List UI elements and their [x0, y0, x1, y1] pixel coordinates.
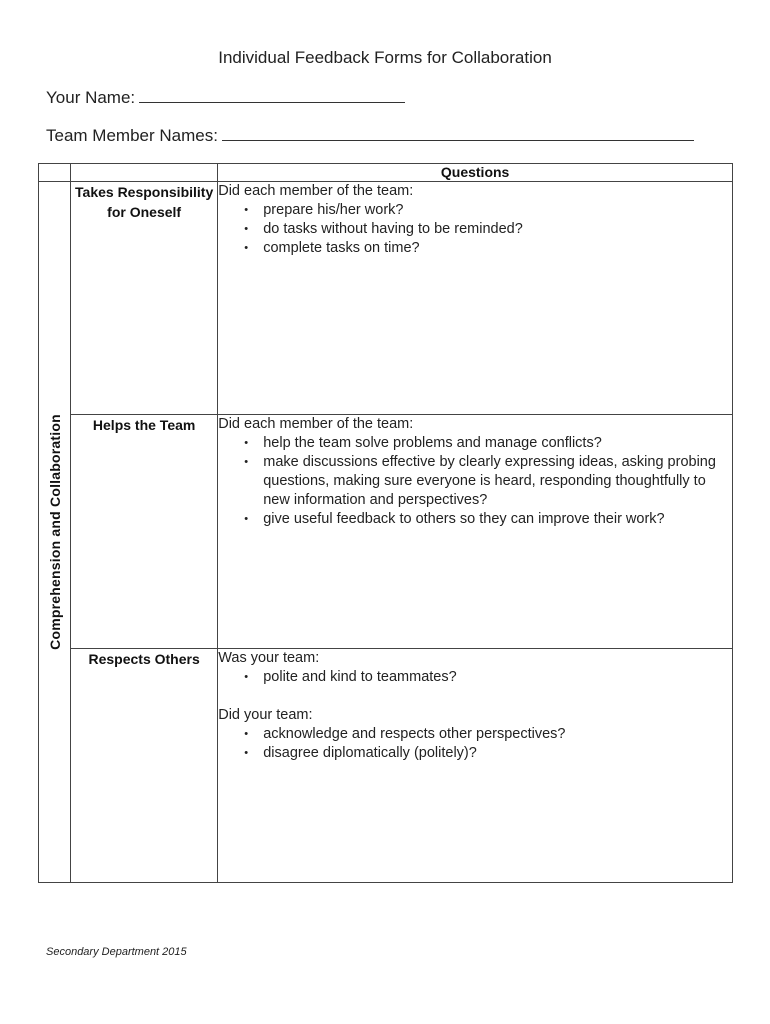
- your-name-blank[interactable]: [139, 88, 405, 103]
- list-item: • help the team solve problems and manage conflicts?: [263, 434, 732, 453]
- category-helps-team: Helps the Team: [71, 415, 218, 649]
- question-list: [218, 434, 732, 529]
- header-empty-category: [71, 164, 218, 182]
- list-item: • make discussions effective by clearly expressing ideas, asking probing questions, making sure everyone is heard, responding thoughtfully to new information and perspectives?: [263, 453, 732, 510]
- team-member-names-field: [46, 126, 694, 146]
- page-title: Individual Feedback Forms for Collaboration: [218, 48, 552, 67]
- your-name-field: [46, 88, 405, 108]
- feedback-table: [38, 163, 733, 883]
- questions-cell: [218, 182, 733, 415]
- header-empty-domain: [39, 164, 71, 182]
- list-item: • prepare his/her work?: [263, 201, 732, 220]
- list-item: • polite and kind to teammates?: [263, 668, 732, 687]
- question-intro: Did each member of the team:: [218, 183, 414, 199]
- questions-header: Questions: [218, 164, 733, 182]
- list-item: • give useful feedback to others so they can improve their work?: [263, 510, 732, 529]
- question-list: [218, 725, 732, 763]
- list-item: • acknowledge and respects other perspectives?: [263, 725, 732, 744]
- question-list: [218, 668, 732, 687]
- your-name-label: Your Name:: [46, 88, 136, 107]
- domain-label: Comprehension and Collaboration: [46, 414, 63, 650]
- table-row: [39, 649, 733, 883]
- list-item: • disagree diplomatically (politely)?: [263, 744, 732, 763]
- category-responsibility: Takes Responsibility for Oneself: [71, 182, 218, 415]
- question-intro: Did each member of the team:: [218, 416, 414, 432]
- list-item: • complete tasks on time?: [263, 239, 732, 258]
- table-header-row: [39, 164, 733, 182]
- questions-cell: [218, 649, 733, 883]
- question-list: [218, 201, 732, 258]
- table-row: [39, 182, 733, 415]
- team-member-names-label: Team Member Names:: [46, 126, 218, 145]
- questions-cell: [218, 415, 733, 649]
- team-member-names-blank[interactable]: [222, 126, 694, 141]
- footer-text: Secondary Department 2015: [46, 946, 187, 958]
- domain-cell: [39, 182, 71, 883]
- list-item: • do tasks without having to be reminded?: [263, 220, 732, 239]
- question-intro: Was your team:: [218, 650, 320, 666]
- question-intro: Did your team:: [218, 707, 313, 723]
- table-row: [39, 415, 733, 649]
- category-respects-others: Respects Others: [71, 649, 218, 883]
